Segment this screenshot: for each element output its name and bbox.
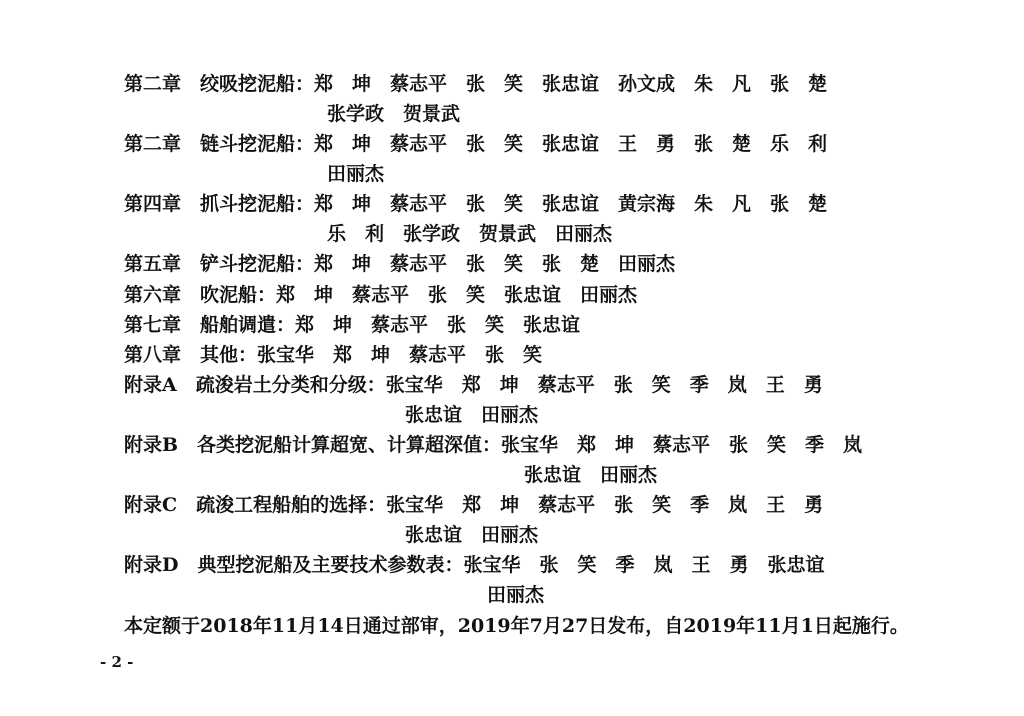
chapter-2-cutter-suction-line: 第二章 绞吸挖泥船：郑 坤 蔡志平 张 笑 张忠谊 孙文成 朱 凡 张 楚 bbox=[124, 73, 828, 95]
enactment-statement: 本定额于2018年11月14日通过部审，2019年7月27日发布，自2019年11月1日起施行。 bbox=[124, 615, 909, 637]
appendix-b-continuation: 张忠谊 田丽杰 bbox=[524, 464, 658, 486]
chapter-8-other-line: 第八章 其他：张宝华 郑 坤 蔡志平 张 笑 bbox=[124, 344, 543, 366]
chapter-bucket-ladder-continuation: 田丽杰 bbox=[327, 163, 385, 185]
appendix-c-continuation: 张忠谊 田丽杰 bbox=[405, 524, 539, 546]
appendix-d-line: 附录D 典型挖泥船及主要技术参数表：张宝华 张 笑 季 岚 王 勇 张忠谊 bbox=[124, 554, 825, 576]
appendix-a-continuation: 张忠谊 田丽杰 bbox=[405, 404, 539, 426]
appendix-b-line: 附录B 各类挖泥船计算超宽、计算超深值：张宝华 郑 坤 蔡志平 张 笑 季 岚 bbox=[124, 434, 863, 456]
appendix-c-line: 附录C 疏浚工程船舶的选择：张宝华 郑 坤 蔡志平 张 笑 季 岚 王 勇 bbox=[124, 494, 824, 516]
page-number: - 2 - bbox=[100, 653, 134, 671]
appendix-a-line: 附录A 疏浚岩土分类和分级：张宝华 郑 坤 蔡志平 张 笑 季 岚 王 勇 bbox=[124, 374, 823, 396]
chapter-5-backhoe-line: 第五章 铲斗挖泥船：郑 坤 蔡志平 张 笑 张 楚 田丽杰 bbox=[124, 253, 676, 275]
chapter-4-grab-continuation: 乐 利 张学政 贺景武 田丽杰 bbox=[327, 223, 613, 245]
appendix-d-continuation: 田丽杰 bbox=[487, 584, 545, 606]
chapter-4-grab-line: 第四章 抓斗挖泥船：郑 坤 蔡志平 张 笑 张忠谊 黄宗海 朱 凡 张 楚 bbox=[124, 193, 828, 215]
chapter-2-cutter-suction-continuation: 张学政 贺景武 bbox=[327, 103, 461, 125]
chapter-7-dispatch-line: 第七章 船舶调遣：郑 坤 蔡志平 张 笑 张忠谊 bbox=[124, 314, 581, 336]
chapter-bucket-ladder-line: 第二章 链斗挖泥船：郑 坤 蔡志平 张 笑 张忠谊 王 勇 张 楚 乐 利 bbox=[124, 133, 828, 155]
chapter-6-pump-ship-line: 第六章 吹泥船：郑 坤 蔡志平 张 笑 张忠谊 田丽杰 bbox=[124, 284, 638, 306]
